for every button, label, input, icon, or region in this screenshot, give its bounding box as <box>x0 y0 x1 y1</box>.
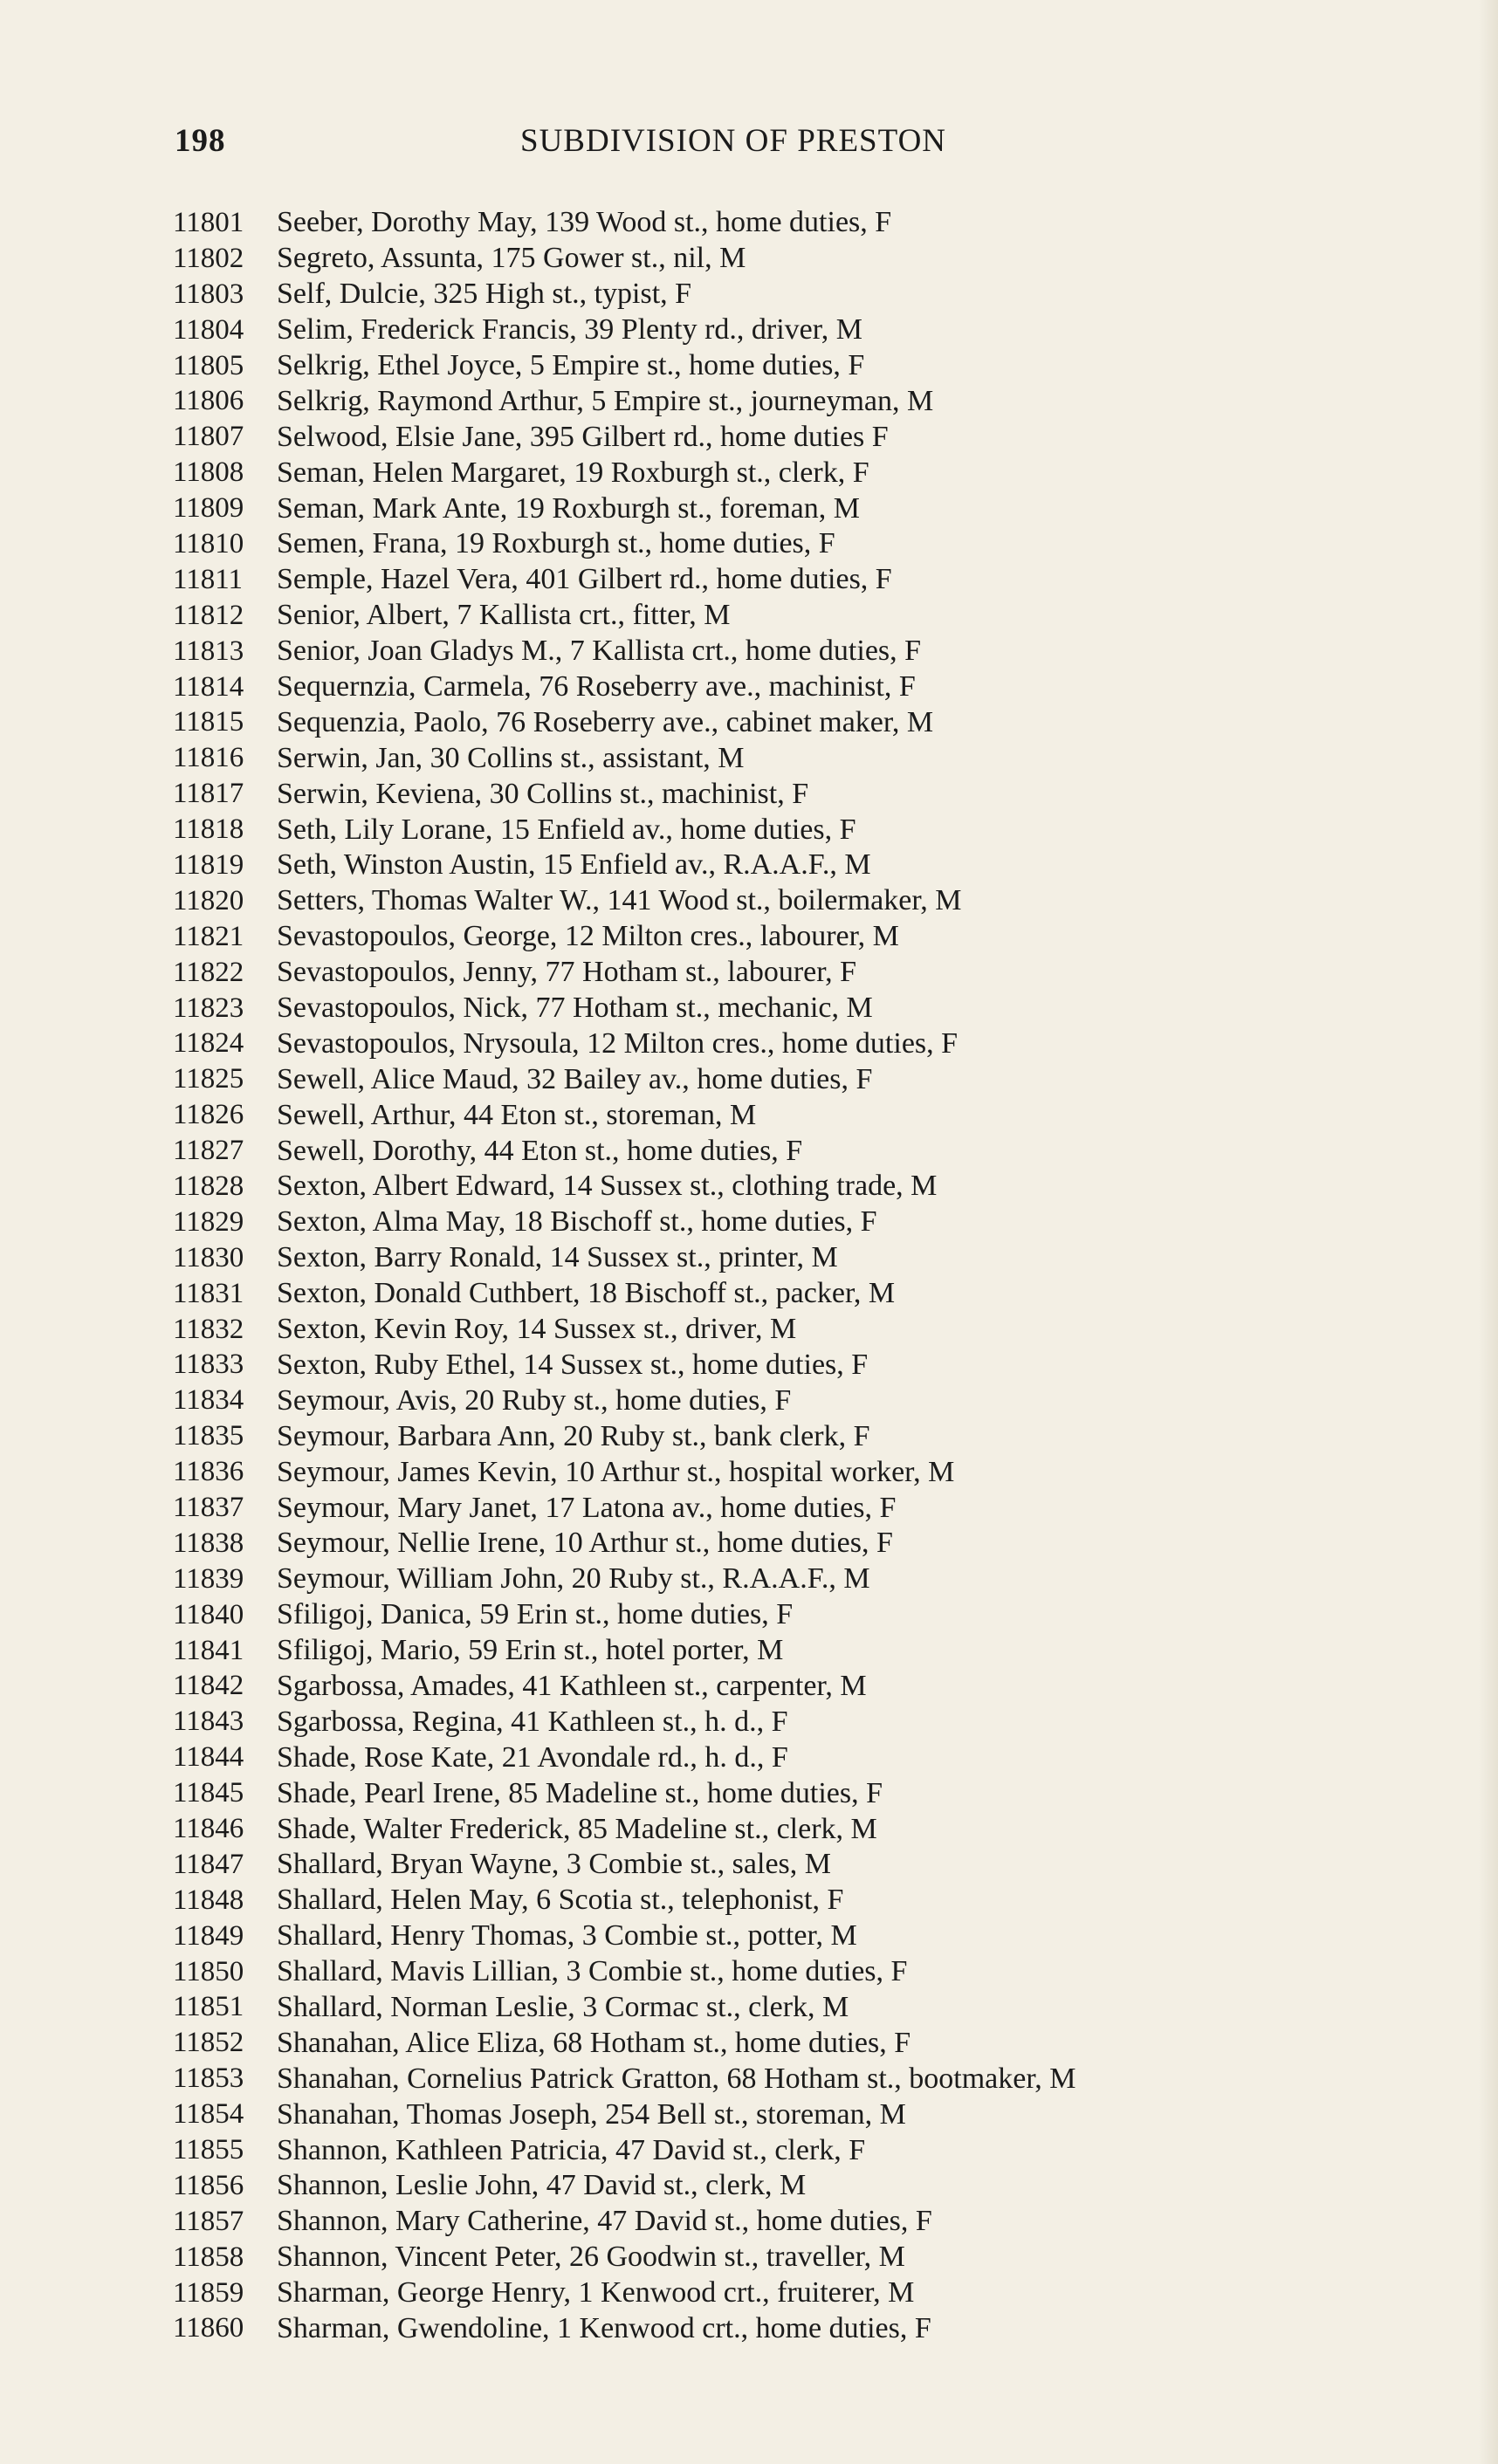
entry-text: Sexton, Donald Cuthbert, 18 Bischoff st., packer, M <box>277 1277 896 1310</box>
entry-number: 11803 <box>173 278 244 310</box>
list-item <box>0 1276 1498 1312</box>
entry-number: 11848 <box>173 1884 244 1916</box>
entry-text: Sewell, Alice Maud, 32 Bailey av., home duties, F <box>277 1062 873 1095</box>
entry-number: 11821 <box>173 920 244 952</box>
entry-text: Seman, Mark Ante, 19 Roxburgh st., foreman, M <box>277 491 860 525</box>
list-item <box>0 419 1498 455</box>
entry-number: 11842 <box>173 1670 244 1702</box>
entry-text: Seymour, William John, 20 Ruby st., R.A.A.F., M <box>277 1562 870 1596</box>
list-item <box>0 348 1498 384</box>
list-item <box>0 634 1498 669</box>
entry-number: 11840 <box>173 1598 244 1630</box>
list-item <box>0 1990 1498 2026</box>
list-item <box>0 1597 1498 1633</box>
entry-text: Shallard, Bryan Wayne, 3 Combie st., sales, M <box>277 1848 831 1881</box>
entry-number: 11846 <box>173 1813 244 1845</box>
entry-text: Sharman, George Henry, 1 Kenwood crt., fruiterer, M <box>277 2276 915 2310</box>
list-item <box>0 312 1498 348</box>
list-item <box>0 1348 1498 1383</box>
entry-text: Seman, Helen Margaret, 19 Roxburgh st., clerk, F <box>277 456 869 489</box>
list-item <box>0 1954 1498 1990</box>
entry-number: 11824 <box>173 1027 244 1060</box>
entry-text: Sewell, Dorothy, 44 Eton st., home duties, F <box>277 1134 803 1167</box>
list-item <box>0 2132 1498 2168</box>
entry-number: 11801 <box>173 206 244 238</box>
entry-number: 11845 <box>173 1777 244 1809</box>
list-item <box>0 1240 1498 1276</box>
entry-text: Sgarbossa, Regina, 41 Kathleen st., h. d., F <box>277 1705 788 1738</box>
entry-number: 11841 <box>173 1634 244 1666</box>
list-item <box>0 1775 1498 1811</box>
entry-number: 11853 <box>173 2062 244 2095</box>
list-item <box>0 1205 1498 1240</box>
list-item <box>0 919 1498 955</box>
page-edge <box>1479 0 1498 2464</box>
list-item <box>0 455 1498 491</box>
list-item <box>0 2061 1498 2097</box>
entry-number: 11823 <box>173 992 244 1024</box>
entry-number: 11837 <box>173 1492 244 1523</box>
list-item <box>0 1561 1498 1597</box>
entry-text: Sfiligoj, Mario, 59 Erin st., hotel porter, M <box>277 1634 784 1667</box>
entry-text: Shallard, Mavis Lillian, 3 Combie st., home duties, F <box>277 1955 908 1988</box>
list-item <box>0 669 1498 705</box>
entry-number: 11860 <box>173 2312 244 2344</box>
entry-text: Shanahan, Thomas Joseph, 254 Bell st., storeman, M <box>277 2097 906 2131</box>
entry-number: 11815 <box>173 706 244 738</box>
entry-text: Sevastopoulos, Nick, 77 Hotham st., mechanic, M <box>277 992 873 1025</box>
entry-number: 11826 <box>173 1099 244 1131</box>
list-item <box>0 1526 1498 1561</box>
entry-text: Segreto, Assunta, 175 Gower st., nil, M <box>277 242 746 275</box>
list-item <box>0 1704 1498 1740</box>
list-item <box>0 776 1498 812</box>
entry-number: 11838 <box>173 1527 244 1559</box>
entry-number: 11858 <box>173 2241 244 2273</box>
list-item <box>0 1918 1498 1954</box>
entry-number: 11812 <box>173 599 244 631</box>
entry-text: Sexton, Kevin Roy, 14 Sussex st., driver, M <box>277 1313 797 1346</box>
list-item <box>0 205 1498 241</box>
entry-number: 11856 <box>173 2169 244 2201</box>
list-item <box>0 2204 1498 2240</box>
list-item <box>0 1883 1498 1918</box>
list-item <box>0 1169 1498 1205</box>
list-item <box>0 598 1498 634</box>
list-item <box>0 2097 1498 2132</box>
entry-text: Shanahan, Alice Eliza, 68 Hotham st., home duties, F <box>277 2026 911 2059</box>
list-item <box>0 1383 1498 1418</box>
entry-text: Sfiligoj, Danica, 59 Erin st., home duties, F <box>277 1598 794 1631</box>
entry-number: 11806 <box>173 385 244 417</box>
entry-number: 11814 <box>173 670 244 703</box>
entry-text: Sexton, Alma May, 18 Bischoff st., home duties, F <box>277 1205 877 1239</box>
list-item <box>0 2311 1498 2347</box>
entry-text: Sexton, Ruby Ethel, 14 Sussex st., home duties, F <box>277 1348 869 1381</box>
entry-text: Selwood, Elsie Jane, 395 Gilbert rd., home duties F <box>277 420 889 453</box>
entry-number: 11804 <box>173 313 244 346</box>
list-item <box>0 2240 1498 2275</box>
list-item <box>0 2168 1498 2204</box>
entry-text: Seth, Winston Austin, 15 Enfield av., R.A.A.F., M <box>277 848 871 882</box>
list-item <box>0 1418 1498 1454</box>
entry-number: 11836 <box>173 1456 244 1488</box>
entry-text: Selkrig, Raymond Arthur, 5 Empire st., journeyman, M <box>277 384 934 417</box>
entry-number: 11850 <box>173 1955 244 1987</box>
list-item <box>0 740 1498 776</box>
list-item <box>0 1847 1498 1883</box>
entry-text: Shannon, Kathleen Patricia, 47 David st., clerk, F <box>277 2133 866 2166</box>
entry-text: Sequenzia, Paolo, 76 Roseberry ave., cabinet maker, M <box>277 705 934 738</box>
list-item <box>0 241 1498 277</box>
entry-text: Serwin, Keviena, 30 Collins st., machinist, F <box>277 777 809 810</box>
entry-text: Sharman, Gwendoline, 1 Kenwood crt., home duties, F <box>277 2311 931 2344</box>
entry-text: Seymour, James Kevin, 10 Arthur st., hospital worker, M <box>277 1455 955 1488</box>
entry-text: Senior, Joan Gladys M., 7 Kallista crt., home duties, F <box>277 635 922 668</box>
entry-number: 11820 <box>173 884 244 916</box>
list-item <box>0 1669 1498 1705</box>
list-item <box>0 1026 1498 1061</box>
entry-number: 11831 <box>173 1277 244 1309</box>
entry-number: 11809 <box>173 492 244 525</box>
list-item <box>0 883 1498 919</box>
entry-text: Selkrig, Ethel Joyce, 5 Empire st., home duties, F <box>277 349 865 381</box>
list-item <box>0 1133 1498 1169</box>
list-item <box>0 704 1498 740</box>
entry-text: Shallard, Helen May, 6 Scotia st., telephonist, F <box>277 1884 844 1917</box>
entry-number: 11805 <box>173 349 244 381</box>
list-item <box>0 848 1498 883</box>
entry-number: 11819 <box>173 848 244 881</box>
entry-text: Shannon, Mary Catherine, 47 David st., home duties, F <box>277 2205 932 2238</box>
entry-number: 11857 <box>173 2205 244 2237</box>
entry-text: Serwin, Jan, 30 Collins st., assistant, M <box>277 741 745 774</box>
entry-text: Shade, Pearl Irene, 85 Madeline st., home duties, F <box>277 1776 883 1809</box>
entry-text: Semen, Frana, 19 Roxburgh st., home duties, F <box>277 527 835 560</box>
entry-number: 11811 <box>173 563 244 595</box>
list-item <box>0 1490 1498 1526</box>
entry-text: Shade, Rose Kate, 21 Avondale rd., h. d., F <box>277 1740 788 1774</box>
entry-number: 11847 <box>173 1848 244 1880</box>
list-item <box>0 277 1498 312</box>
entry-text: Selim, Frederick Francis, 39 Plenty rd., driver, M <box>277 313 862 347</box>
list-item <box>0 991 1498 1026</box>
entry-number: 11859 <box>173 2276 244 2309</box>
entry-text: Self, Dulcie, 325 High st., typist, F <box>277 278 692 311</box>
entry-text: Shanahan, Cornelius Patrick Gratton, 68 Hotham st., bootmaker, M <box>277 2062 1076 2095</box>
entry-text: Sgarbossa, Amades, 41 Kathleen st., carpenter, M <box>277 1669 867 1702</box>
entry-text: Sewell, Arthur, 44 Eton st., storeman, M <box>277 1098 757 1131</box>
entry-text: Sexton, Barry Ronald, 14 Sussex st., printer, M <box>277 1241 838 1274</box>
entry-text: Sexton, Albert Edward, 14 Sussex st., clothing trade, M <box>277 1170 938 1203</box>
list-item <box>0 1740 1498 1775</box>
entry-text: Senior, Albert, 7 Kallista crt., fitter, M <box>277 599 731 632</box>
entry-number: 11808 <box>173 456 244 489</box>
entry-number: 11822 <box>173 956 244 988</box>
list-item <box>0 383 1498 419</box>
entry-number: 11827 <box>173 1135 244 1167</box>
page-number: 198 <box>175 123 226 159</box>
entry-number: 11832 <box>173 1313 244 1345</box>
list-item <box>0 2025 1498 2061</box>
running-title: SUBDIVISION OF PRESTON <box>520 123 947 159</box>
list-item <box>0 1454 1498 1490</box>
page-header <box>175 122 1117 166</box>
entry-number: 11839 <box>173 1562 244 1595</box>
list-item <box>0 1312 1498 1348</box>
entry-text: Shallard, Henry Thomas, 3 Combie st., potter, M <box>277 1919 857 1953</box>
entry-number: 11802 <box>173 242 244 274</box>
entry-text: Sevastopoulos, Nrysoula, 12 Milton cres., home duties, F <box>277 1026 959 1060</box>
entry-text: Seymour, Barbara Ann, 20 Ruby st., bank clerk, F <box>277 1419 870 1452</box>
entry-number: 11833 <box>173 1349 244 1381</box>
entry-text: Shannon, Vincent Peter, 26 Goodwin st., traveller, M <box>277 2241 905 2274</box>
entry-number: 11843 <box>173 1706 244 1738</box>
entry-text: Shannon, Leslie John, 47 David st., clerk, M <box>277 2169 807 2202</box>
entry-text: Sevastopoulos, George, 12 Milton cres., labourer, M <box>277 920 899 953</box>
entry-number: 11849 <box>173 1919 244 1952</box>
entry-text: Semple, Hazel Vera, 401 Gilbert rd., home duties, F <box>277 563 892 596</box>
list-item <box>0 955 1498 991</box>
list-item <box>0 1061 1498 1097</box>
list-item <box>0 2275 1498 2311</box>
entry-text: Seymour, Avis, 20 Ruby st., home duties, F <box>277 1383 792 1417</box>
entry-number: 11830 <box>173 1241 244 1273</box>
entry-number: 11828 <box>173 1170 244 1202</box>
entry-text: Setters, Thomas Walter W., 141 Wood st., boilermaker, M <box>277 884 962 917</box>
entry-text: Seeber, Dorothy May, 139 Wood st., home duties, F <box>277 206 892 239</box>
list-item <box>0 1633 1498 1669</box>
entry-text: Sequernzia, Carmela, 76 Roseberry ave., machinist, F <box>277 670 916 704</box>
entry-text: Seymour, Mary Janet, 17 Latona av., home duties, F <box>277 1491 897 1524</box>
entry-number: 11835 <box>173 1420 244 1452</box>
entry-number: 11817 <box>173 778 244 810</box>
entry-text: Seth, Lily Lorane, 15 Enfield av., home duties, F <box>277 813 856 846</box>
entry-text: Shade, Walter Frederick, 85 Madeline st., clerk, M <box>277 1812 877 1845</box>
entry-number: 11834 <box>173 1384 244 1417</box>
entry-number: 11852 <box>173 2027 244 2059</box>
list-item <box>0 812 1498 848</box>
list-item <box>0 562 1498 598</box>
entry-text: Shallard, Norman Leslie, 3 Cormac st., clerk, M <box>277 1990 849 2023</box>
electoral-roll-list <box>0 205 1498 2346</box>
entry-number: 11807 <box>173 421 244 453</box>
entry-number: 11818 <box>173 813 244 846</box>
entry-number: 11851 <box>173 1991 244 2023</box>
entry-number: 11829 <box>173 1205 244 1238</box>
list-item <box>0 1097 1498 1133</box>
entry-text: Seymour, Nellie Irene, 10 Arthur st., home duties, F <box>277 1527 893 1560</box>
entry-number: 11844 <box>173 1741 244 1774</box>
entry-number: 11813 <box>173 635 244 667</box>
list-item <box>0 491 1498 526</box>
entry-number: 11825 <box>173 1063 244 1095</box>
entry-number: 11816 <box>173 742 244 774</box>
entry-text: Sevastopoulos, Jenny, 77 Hotham st., labourer, F <box>277 956 857 989</box>
entry-number: 11854 <box>173 2098 244 2131</box>
list-item <box>0 526 1498 562</box>
list-item <box>0 1811 1498 1847</box>
entry-number: 11855 <box>173 2134 244 2166</box>
entry-number: 11810 <box>173 527 244 559</box>
